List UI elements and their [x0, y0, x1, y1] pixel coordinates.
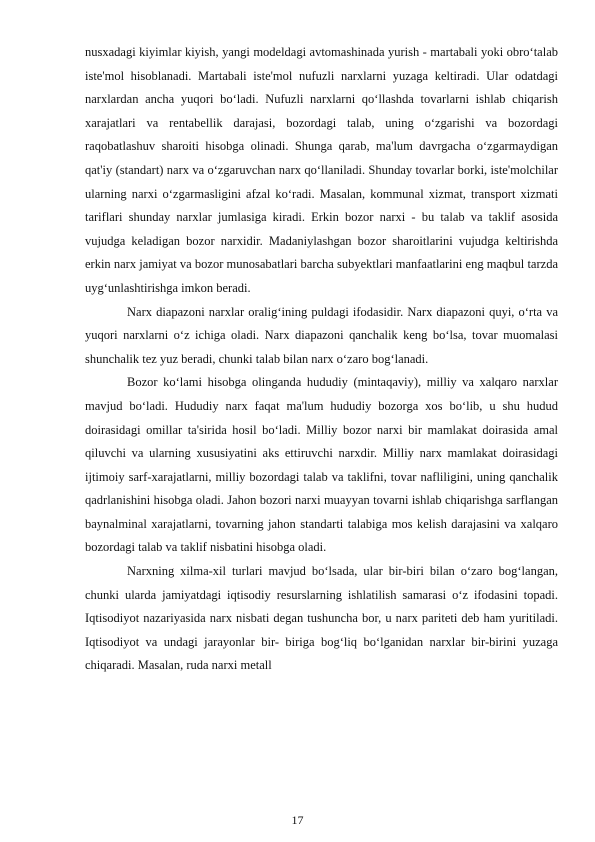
paragraph-1: nusxadagi kiyimlar kiyish, yangi modeldagi avtomashinada yurish - martabali yoki obro‘talab iste'mol hisoblanadi. Martabali iste'mol nufuzli narxlarni yuzaga keltiradi. Ular odatdagi narxlardan ancha yuqori bo‘ladi. Nufuzli narxlarni qo‘llashda tovarlarni ishlab chiqarish xarajatlari va rentabellik darajasi, bozordagi talab, uning o‘zgarishi va bozordagi raqobatlashuv sharoiti hisobga olinadi. Shunga qarab, ma'lum davrgacha o‘zgarmaydigan qat'iy (standart) narx va o‘zgaruvchan narx qo‘llaniladi. Shunday tovarlar borki, iste'molchilar ularning narxi o‘zgarmasligini afzal ko‘radi. Masalan, kommunal xizmat, transport xizmati tariflari shunday narxlar jumlasiga kiradi. Erkin bozor narxi - bu talab va taklif asosida vujudga keladigan bozor narxidir. Madaniylashgan bozor sharoitlarini vujudga keltirishda erkin narx jamiyat va bozor munosabatlari barcha subyektlari manfaatlarini eng maqbul tarzda uyg‘unlashtirishga imkon beradi.: [85, 45, 558, 295]
page-number: 17: [291, 813, 304, 827]
paragraph-4: Narxning xilma-xil turlari mavjud bo‘lsada, ular bir-biri bilan o‘zaro bog‘langan, chunki ularda jamiyatdagi iqtisodiy resurslarning ishlatilish samarasi o‘z ifodasini topadi. Iqtisodiyot nazariyasida narx nisbati degan tushuncha bor, u narx pariteti deb ham yuritiladi. Iqtisodiyot va undagi jarayonlar bir- biriga bog‘liq bo‘lganidan narxlar bir-birini yuzaga chiqaradi. Masalan, ruda narxi metall: [85, 564, 558, 673]
paragraph-2: Narx diapazoni narxlar oralig‘ining puldagi ifodasidir. Narx diapazoni quyi, o‘rta va yuqori narxlarni o‘z ichiga oladi. Narx diapazoni qanchalik keng bo‘lsa, tovar muomalasi shunchalik tez yuz beradi, chunki talab bilan narx o‘zaro bog‘lanadi.: [85, 304, 558, 366]
paragraph-3: Bozor ko‘lami hisobga olinganda hududiy (mintaqaviy), milliy va xalqaro narxlar mavjud bo‘ladi. Hududiy narx faqat ma'lum hududiy bozorga xos bo‘lib, u shu hudud doirasidagi omillar ta'sirida hosil bo‘ladi. Milliy bozor narxi bir mamlakat doirasida amal qiluvchi va ularning xususiyatini aks ettiruvchi narxdir. Milliy narx mamlakat doirasidagi ijtimoiy sarf-xarajatlarni, milliy bozordagi talab va taklifni, tovar nafliligini, uning qanchalik qadrlanishini hisobga oladi. Jahon bozori narxi muayyan tovarni ishlab chiqarishga sarflangan baynalminal xarajatlarni, tovarning jahon standarti talabiga mos kelish darajasini va xalqaro bozordagi talab va taklif nisbatini hisobga oladi.: [85, 375, 558, 555]
page-body: [85, 41, 558, 678]
